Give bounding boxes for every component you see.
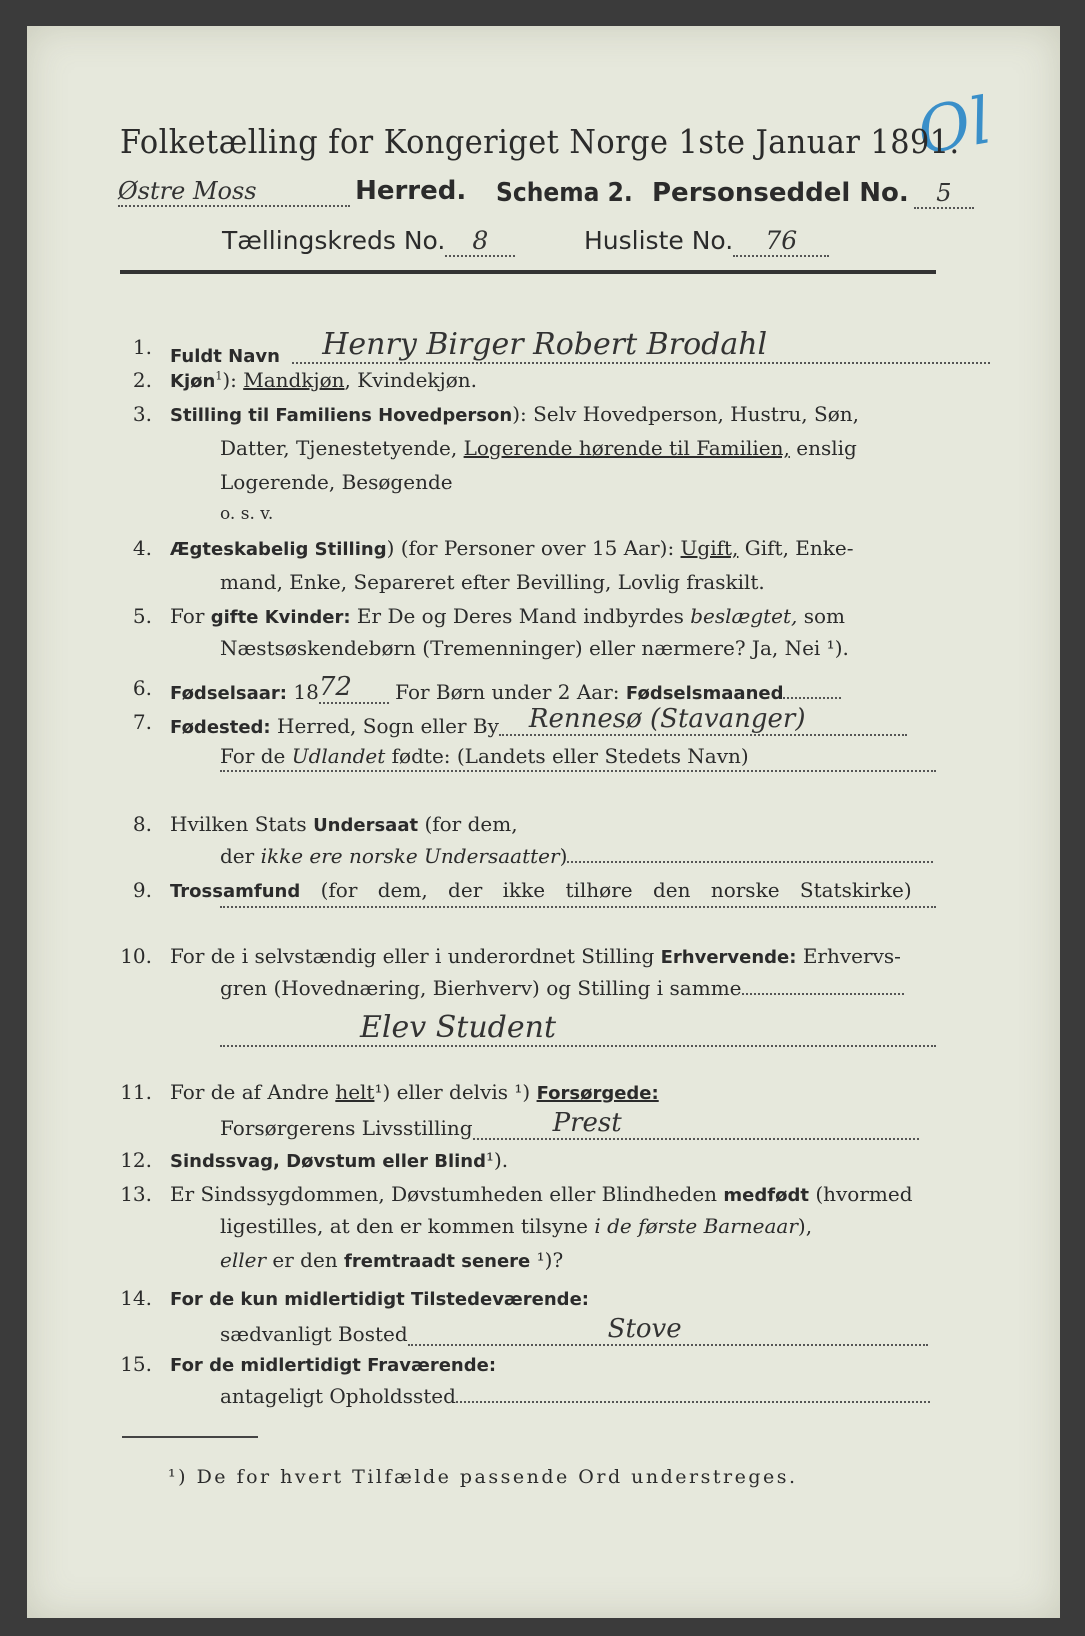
- q10-row-2: [220, 976, 904, 1000]
- q6-value: 72: [319, 672, 389, 704]
- q11-label: Forsørgede:: [536, 1083, 659, 1104]
- q8-text-2c: ): [559, 844, 568, 868]
- q8-label: Undersaat: [313, 815, 419, 836]
- q14-row-2: [220, 1314, 928, 1350]
- q10-row-1: [170, 944, 901, 968]
- q7-text: Herred, Sogn eller By: [277, 714, 499, 738]
- item-number: 2.: [132, 368, 152, 392]
- q11-text-c: ¹) eller delvis ¹): [374, 1080, 531, 1104]
- herred-value: Østre Moss: [118, 177, 350, 207]
- q7-row-1: [170, 704, 907, 742]
- q8-text-a: Hvilken Stats: [170, 812, 307, 836]
- q13-text-2a: ligestilles, at den er kommen tilsyne: [220, 1214, 588, 1238]
- q12-row: [170, 1148, 508, 1172]
- kreds-label: Tællingskreds No.: [222, 226, 446, 255]
- q6-dots: [783, 697, 841, 699]
- item-number: 1.: [132, 335, 152, 359]
- q3-text-2c: enslig: [796, 436, 857, 460]
- q9-label: Trossamfund: [170, 881, 301, 902]
- q8-text-2b: ikke ere norske Undersaatter: [260, 844, 560, 868]
- q9-blank-line: [220, 906, 936, 908]
- q11-text-a: For de af Andre: [170, 1080, 329, 1104]
- q13-row-2: [220, 1214, 812, 1238]
- q2-label: Kjøn: [170, 371, 216, 392]
- q9-row: [170, 878, 912, 902]
- q3-label: Stilling til Familiens Hovedperson: [170, 405, 513, 426]
- q8-row-2: [220, 844, 933, 868]
- item-number: 3.: [132, 402, 152, 426]
- husliste-label: Husliste No.: [584, 226, 734, 255]
- q11-text-2: Forsørgerens Livsstilling: [220, 1116, 473, 1140]
- q7-value: Rennesø (Stavanger): [499, 704, 907, 736]
- item-number: 9.: [132, 878, 152, 902]
- q5-text-e: som: [803, 604, 846, 628]
- q4-text-c: Gift, Enke-: [744, 536, 854, 560]
- q7-row-2: [220, 744, 749, 768]
- item-number: 11.: [120, 1080, 152, 1104]
- q12-label: Sindssvag, Døvstum eller Blind: [170, 1151, 486, 1172]
- footnote-separator: [122, 1436, 258, 1438]
- personseddel-label: Personseddel No.: [652, 178, 909, 208]
- q1-value: Henry Birger Robert Brodahl: [292, 327, 990, 364]
- q14-row-1: [170, 1286, 589, 1310]
- q13-text-3d: ¹)?: [536, 1248, 564, 1272]
- schema-label: Schema 2.: [496, 178, 633, 208]
- q5-text-d: beslægtet,: [690, 604, 798, 628]
- q2-sup: 1: [215, 369, 223, 383]
- q6-label: Fødselsaar:: [170, 683, 287, 704]
- q14-text-2: sædvanligt Bosted: [220, 1322, 408, 1346]
- q2-other: , Kvindekjøn.: [344, 368, 478, 392]
- q8-dots: [567, 861, 933, 863]
- form-title: Folketælling for Kongeriget Norge 1ste Januar 1891.: [120, 122, 960, 161]
- q3-row-4: o. s. v.: [220, 504, 274, 524]
- q11-row-1: [170, 1080, 659, 1104]
- q10-dots: [742, 993, 904, 995]
- q4-row-2: mand, Enke, Separeret efter Bevilling, Lovlig fraskilt.: [220, 570, 765, 594]
- herred-label: Herred.: [355, 176, 467, 206]
- q6-mid: For Børn under 2 Aar:: [395, 680, 620, 704]
- item-number: 4.: [132, 536, 152, 560]
- q13-text-2c: ),: [797, 1214, 813, 1238]
- q3-text-2a: Datter, Tjenestetyende,: [220, 436, 458, 460]
- q2-row: Kjøn$^1$): Mandkjøn, Kvindekjøn.: [170, 368, 478, 392]
- q8-text-c: (for dem,: [424, 812, 518, 836]
- item-number: 12.: [120, 1148, 152, 1172]
- q10-label: Erhvervende:: [660, 947, 797, 968]
- q5-row-2: Næstsøskendebørn (Tremenninger) eller nærmere? Ja, Nei ¹).: [220, 636, 849, 660]
- archive-stamp: Ol: [912, 84, 997, 170]
- q10-text-2: gren (Hovednæring, Bierhverv) og Stilling i samme: [220, 976, 742, 1000]
- kreds-value: 8: [445, 226, 515, 257]
- q11-row-2: [220, 1108, 919, 1144]
- q14-value: Stove: [408, 1314, 928, 1346]
- q13-row-1: [170, 1182, 913, 1206]
- q15-label: For de midlertidigt Fraværende:: [170, 1355, 497, 1376]
- q13-label-2: fremtraadt senere: [344, 1251, 531, 1272]
- footnote: ¹) De for hvert Tilfælde passende Ord understreges.: [168, 1466, 798, 1488]
- item-number: 5.: [132, 604, 152, 628]
- personseddel-value: 5: [914, 179, 974, 209]
- q13-text-3a: eller: [220, 1248, 267, 1272]
- q6-prefix: 18: [293, 680, 319, 704]
- q7-text-2c: fødte: (Landets eller Stedets Navn): [391, 744, 749, 768]
- q15-dots: [456, 1401, 930, 1403]
- q1-name-row: [170, 327, 990, 372]
- q12-tail: ¹).: [485, 1148, 509, 1172]
- q4-label: Ægteskabelig Stilling: [170, 539, 387, 560]
- herred-line: [118, 176, 466, 207]
- q13-text-3b: er den: [272, 1248, 338, 1272]
- q3-row-3: Logerende, Besøgende: [220, 470, 453, 494]
- q13-text-a: Er Sindssygdommen, Døvstumheden eller Blindheden: [170, 1182, 718, 1206]
- q15-text-2: antageligt Opholdssted: [220, 1384, 456, 1408]
- q10-value: Elev Student: [220, 1010, 936, 1047]
- husliste-value: 76: [733, 226, 829, 257]
- q10-text-c: Erhvervs-: [802, 944, 901, 968]
- q7-text-2a: For de: [220, 744, 286, 768]
- q15-row-2: [220, 1384, 930, 1408]
- q13-text-2b: i de første Barneaar: [594, 1214, 798, 1238]
- item-number: 15.: [120, 1352, 152, 1376]
- q7-label: Fødested:: [170, 717, 271, 738]
- item-number: 13.: [120, 1182, 152, 1206]
- q13-label: medfødt: [723, 1185, 809, 1206]
- personseddel-line: [652, 178, 974, 209]
- q8-text-2a: der: [220, 844, 255, 868]
- q5-text-a: For: [170, 604, 205, 628]
- q2-selected: Mandkjøn: [243, 368, 345, 392]
- item-number: 7.: [132, 710, 152, 734]
- q3-selected: Logerende hørende til Familien,: [463, 436, 790, 460]
- q13-text-c: (hvormed: [815, 1182, 913, 1206]
- item-number: 8.: [132, 812, 152, 836]
- header-rule: [120, 270, 936, 274]
- q5-label: gifte Kvinder:: [210, 607, 351, 628]
- q8-row-1: [170, 812, 518, 836]
- q10-text-a: For de i selvstændig eller i underordnet Stilling: [170, 944, 655, 968]
- item-number: 14.: [120, 1286, 152, 1310]
- q11-selected: helt: [335, 1080, 375, 1104]
- q14-label: For de kun midlertidigt Tilstedeværende:: [170, 1289, 589, 1310]
- q3-row-1: [170, 402, 859, 426]
- item-number: 6.: [132, 676, 152, 700]
- q4-row-1: [170, 536, 854, 560]
- q5-text-c: Er De og Deres Mand indbyrdes: [356, 604, 684, 628]
- q7-text-2b: Udlandet: [291, 744, 386, 768]
- q13-row-3: [220, 1248, 563, 1272]
- husliste-line: [584, 226, 829, 257]
- q3-text-1: ): Selv Hovedperson, Hustru, Søn,: [512, 402, 859, 426]
- q6-label-2: Fødselsmaaned: [625, 683, 784, 704]
- q4-text-a: ) (for Personer over 15 Aar):: [386, 536, 675, 560]
- q9-text: (for dem, der ikke tilhøre den norske Statskirke): [320, 878, 912, 902]
- kreds-line: [222, 226, 515, 257]
- q7-blank-line: [220, 770, 936, 772]
- item-number: 10.: [120, 944, 152, 968]
- q4-selected: Ugift,: [680, 536, 739, 560]
- q5-row-1: [170, 604, 845, 628]
- q15-row-1: [170, 1352, 496, 1376]
- q11-value: Prest: [473, 1108, 919, 1140]
- q3-row-2: [220, 436, 857, 460]
- q1-label: Fuldt Navn: [170, 346, 280, 367]
